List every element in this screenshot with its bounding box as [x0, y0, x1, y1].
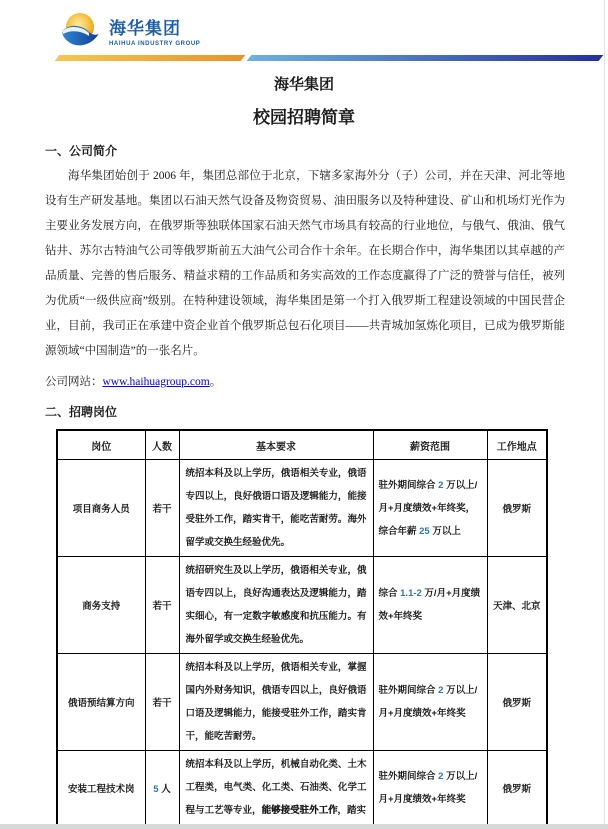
intro-paragraph: 海华集团始创于 2006 年，集团总部位于北京，下辖多家海外分（子）公司，并在天津、河北等地设有生产研发基地。集团以石油天然气设备及物资贸易、油田服务以及特种建设、矿山和机场灯光作为主要业务发展方向，在俄罗斯等独联体国家石油天然气市场具有较高的行业地位，与俄气、俄油、俄气钻井、苏尔古特油气公司等俄罗斯前五大油气公司合作十余年。在长期合作中，海华集团以其卓越的产品质量、完善的售后服务、精益求精的工作品质和务实高效的工作态度赢得了广泛的赞誉与信任，被列为优质“一级供应商”级别。在特种建设领域，海华集团是第一个打入俄罗斯工程建设领域的中国民营企业，目前，我司正在承建中资企业首个俄罗斯总包石化项目——共青城加氢炼化项目，已成为俄罗斯能源领域“中国制造”的一张名片。 — [45, 170, 565, 357]
text-segment: 若干 — [152, 601, 172, 612]
text-segment: 1.1-2 — [400, 588, 422, 599]
cell-location: 俄罗斯 — [487, 654, 547, 751]
text-segment: 统招本科及以上学历，俄语相关专业，俄语专四以上，良好俄语口语及逻辑能力，能接受驻外工作，踏实肯干，能吃苦耐劳。海外留学或交换生经验优先。 — [185, 468, 367, 548]
text-segment: 2 — [438, 479, 444, 491]
divider-right-segment — [247, 55, 604, 61]
cell-position: 项目商务人员 — [57, 460, 145, 557]
header-row — [57, 430, 547, 460]
text-segment: 万以上/月+月度绩效+年终奖 — [378, 685, 478, 719]
cell-salary — [373, 654, 487, 751]
text-segment: 驻外期间综合 — [378, 685, 439, 696]
website-link[interactable]: www.haihuagroup.com — [102, 376, 210, 388]
website-label: 公司网站： — [45, 376, 103, 388]
website-suffix: 。 — [209, 376, 222, 388]
table-row — [57, 751, 547, 826]
cell-headcount — [145, 654, 179, 751]
text-segment: 若干 — [152, 504, 172, 515]
column-header: 工作地点 — [487, 430, 547, 460]
brand-subtitle: HAIHUA INDUSTRY GROUP — [109, 40, 201, 47]
cell-salary — [373, 460, 487, 557]
cell-headcount — [145, 557, 179, 654]
cell-requirements — [179, 557, 373, 654]
doc-title: 海华集团 — [273, 76, 334, 93]
brand-text-block — [109, 14, 200, 47]
text-segment: ，踏实 — [337, 805, 367, 816]
header-logo — [58, 10, 608, 50]
column-header: 薪资范围 — [373, 430, 487, 460]
cell-location: 天津、北京 — [487, 557, 547, 654]
table-head — [57, 430, 547, 460]
text-segment: 统招本科及以上学历，机械自动化类、土木工程类，电气类、化工类、石油类、化学工程与工艺等专业， — [185, 759, 367, 816]
table-row — [57, 654, 547, 751]
text-segment: 万以上/月+月度绩效+年终奖 — [378, 770, 478, 805]
cell-position: 安装工程技术岗 — [57, 751, 145, 826]
doc-subtitle: 校园招聘简章 — [253, 108, 355, 127]
text-segment: 能够接受驻外工作 — [261, 805, 338, 816]
cell-position: 商务支持 — [57, 557, 145, 654]
cell-requirements — [179, 751, 373, 826]
cell-salary — [373, 751, 487, 826]
text-segment: 万以上 — [429, 525, 461, 537]
cell-headcount — [145, 751, 179, 826]
cell-salary — [373, 557, 487, 654]
brand-name: 海华集团 — [109, 18, 181, 38]
text-segment: 5 — [153, 783, 159, 795]
table-row — [57, 557, 547, 654]
document-body — [0, 142, 608, 826]
cell-requirements — [179, 654, 373, 751]
text-segment: 统招本科及以上学历，俄语相关专业，掌握国内外财务知识，俄语专四以上，良好俄语口语及逻辑能力，能接受驻外工作，踏实肯干，能吃苦耐劳。 — [185, 662, 367, 742]
section-heading-intro: 一、公司简介 — [45, 144, 118, 158]
page-edge-bottom — [0, 824, 608, 829]
text-segment: 人 — [158, 783, 171, 795]
text-segment: 统招研究生及以上学历，俄语相关专业，俄语专四以上，良好沟通表达及逻辑能力，踏实细心，有一定数字敏感度和抗压能力。有海外留学或交换生经验优先。 — [185, 565, 367, 645]
text-segment: 驻外期间综合 — [378, 479, 439, 491]
section-heading-jobs: 二、招聘岗位 — [45, 405, 118, 419]
website-line — [45, 373, 565, 389]
cell-location: 俄罗斯 — [487, 460, 547, 557]
cell-location: 俄罗斯 — [487, 751, 547, 826]
column-header: 人数 — [145, 430, 179, 460]
cell-headcount — [145, 460, 179, 557]
page-edge-right — [604, 0, 605, 829]
divider-left-segment — [55, 55, 246, 61]
sun-wave-logo-icon — [58, 10, 100, 50]
text-segment: 综合 — [378, 588, 401, 599]
cell-position: 俄语预结算方向 — [57, 654, 145, 751]
cell-requirements — [179, 460, 373, 557]
table-row — [57, 460, 547, 557]
text-segment: 万/月+月度绩效+年终奖 — [378, 588, 481, 622]
text-segment: 若干 — [152, 698, 172, 709]
jobs-table — [56, 429, 548, 826]
column-header: 基本要求 — [179, 430, 373, 460]
column-header: 岗位 — [57, 430, 145, 460]
divider-swoosh — [0, 55, 608, 61]
text-segment: 2 — [438, 770, 444, 782]
text-segment: 万以上/月+月度绩效+年终奖，综合年薪 — [378, 479, 478, 537]
text-segment: 2 — [438, 685, 444, 696]
text-segment: 驻外期间综合 — [378, 770, 439, 782]
text-segment: 25 — [419, 525, 430, 537]
table-body — [57, 460, 547, 826]
